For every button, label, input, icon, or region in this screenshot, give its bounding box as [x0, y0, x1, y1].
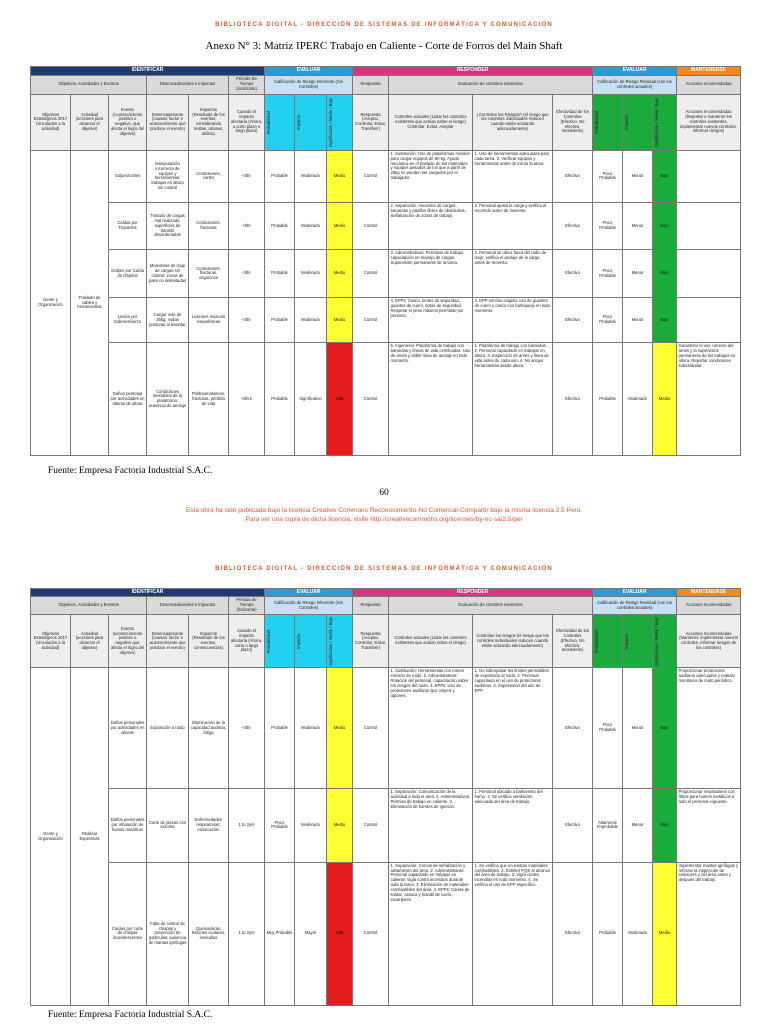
desencadenante-cell: Trasado de cargas mal realizado; superficies de tránsito desordenadas — [147, 202, 189, 250]
efectividad-cell: Efectivo — [553, 789, 593, 863]
efectividad-cell: Efectivo — [553, 343, 593, 456]
annex-title: Anexo N° 3: Matriz IPERC Trabajo en Caliente - Corte de Forros del Main Shaft — [205, 40, 563, 52]
impacto-residual-cell: Moderado — [623, 343, 653, 456]
impactos-cell: Quemaduras, lesiones oculares, incendios — [189, 862, 229, 1005]
controles-cell: 1. Separación: Cercos de señalización y aislamiento del área. 2. Administrativos: Personal capacitado en trabajos en caliente; vigía contra incendios durante toda la tarea. 3. Eliminación de materiales combustibles del área. 4. EPPs: Careta de soldar, casaca y mandil de cuero, escarpines. — [389, 862, 473, 1005]
acciones-cell — [677, 150, 741, 202]
colhead-significativo: Significativo / Medio / Bajo — [327, 97, 333, 147]
subheader-evaluacion: Evaluación de controles existentes — [389, 597, 593, 615]
page-number: 60 — [379, 488, 389, 498]
evento-cell: Golpes por Caída de Objetos — [109, 250, 147, 298]
table-row — [31, 298, 741, 343]
impactos-cell: Politraumatismos, fracturas, pérdida de vida — [189, 343, 229, 456]
acciones-cell: Implementar mantas ignífugas y reforzar la inspección de extintores y del área antes y después del trabajo. — [677, 862, 741, 1005]
colhead-probabilidad: Probabilidad — [265, 110, 271, 134]
nivel-riesgo-cell: Medio — [327, 202, 353, 250]
impactos-cell: Contusiones, fracturas, esguinces — [189, 250, 229, 298]
impacto-cell: Moderado — [295, 150, 327, 202]
colhead-objetivos: Objetivos Estratégicos 2017 (vinculados a la actividad) — [31, 615, 71, 668]
source-note: Fuente: Empresa Factoria Industrial S.A.C. — [48, 466, 213, 476]
impactos-cell: Disminución de la capacidad auditiva; fatiga — [189, 668, 229, 789]
impacto-cell: Moderado — [295, 250, 327, 298]
probabilidad-cell: Probable — [265, 250, 295, 298]
colhead-controlan: Controlan los riesgos (el riesgo que los controles individuales reducen cuando están actuando adecuadamente) — [473, 615, 553, 668]
impacto-residual-cell: Menor — [623, 250, 653, 298]
efectividad-cell: Efectivo — [553, 298, 593, 343]
colhead-impactos: Impactos (Resultado de los eventos, considerando multas, atrasos, daños) — [189, 94, 229, 150]
colhead-objetivos: Objetivos Estratégicos 2017 (vinculados a la actividad) — [31, 94, 71, 150]
desencadenante-cell: Corte de piezas con oxicorte — [147, 789, 189, 863]
desencadenante-cell: Maniobras de izaje de cargas sin control; zonas de paso no delimitadas — [147, 250, 189, 298]
subheader-periodo: Periodo de Tiempo (horizonte) — [229, 597, 265, 615]
colhead-evento: Evento (acontecimiento positivo o negativo que afecta el logro del objetivo) — [109, 615, 147, 668]
impacto-cell: Significativo — [295, 343, 327, 456]
colhead-respuesta: Respuesta (Aceptar, Controlar, Evitar, Transferir) — [353, 94, 389, 150]
colhead-controlan: ¿Controlan los Riesgos? (el riesgo que los controles individuales reducen cuando están actuando adecuadamente) — [473, 94, 553, 150]
objetivo-cell: Gente y Organización — [31, 668, 71, 1006]
nivel-riesgo-cell: Medio — [327, 150, 353, 202]
controlan-cell: 1. Uso de herramientas adecuadas para cada tarea. 2. Verificar equipos y herramientas antes de iniciar la tarea. — [473, 150, 553, 202]
actividad-cell: Traslado de cables y herramientas — [71, 150, 109, 455]
colhead-desencadenante: Desencadenante (causas: factor o acontecimiento que produce el evento) — [147, 615, 189, 668]
subheader-acciones: Acciones recomendadas — [677, 597, 741, 615]
impacto-residual-cell: Menor — [623, 668, 653, 789]
nivel-riesgo-cell: Medio — [327, 668, 353, 789]
controles-cell: 1. Separación: Comunicación de la actividad a toda el área. 2. Administrativos: Permiso de trabajo en caliente. 3. Eliminación de fuentes de ignición. — [389, 789, 473, 863]
controles-cell: 4. EPPs: Casco, lentes de seguridad, guantes de cuero, botas de seguridad. Respetar el peso máximo permitido por persona. — [389, 298, 473, 343]
controlan-cell: 2. Personal ajusta la carga y verifica el recorrido antes de moverse. — [473, 202, 553, 250]
nivel-riesgo-cell: Medio — [327, 789, 353, 863]
section-mantenerse: MANTENERSE — [677, 589, 741, 597]
section-evaluar: EVALUAR — [265, 589, 353, 597]
subheader-objetivos: Objetivos, Actividades y Eventos — [31, 597, 147, 615]
iperc-matrix-table-1 — [30, 66, 741, 456]
section-evaluar-residual: EVALUAR — [593, 589, 677, 597]
respuesta-cell: Control — [353, 298, 389, 343]
colhead-acciones: Acciones recomendadas (Mantener, implementar nuevos controles, informar riesgos de los controles) — [677, 615, 741, 668]
impacto-residual-cell: Menor — [623, 789, 653, 863]
section-evaluar-residual: EVALUAR — [593, 67, 677, 76]
probabilidad-cell: Probable — [265, 202, 295, 250]
subheader-respuesta: Respuesta — [353, 597, 389, 615]
impacto-residual-cell: Moderado — [623, 862, 653, 1005]
table-row — [31, 789, 741, 863]
probabilidad-cell: Probable — [265, 343, 295, 456]
probabilidad-residual-cell: Probable — [593, 862, 623, 1005]
colhead-probabilidad-residual: Probabilidad — [593, 110, 599, 134]
impactos-cell: Contusiones, fracturas — [189, 202, 229, 250]
controles-cell: 2. Separación: Ascensor de cargas, barandas y pasillos libres de obstáculos. Señalización de zonas de trabajo. — [389, 202, 473, 250]
colhead-significativo-residual: Significativo / Medio / Bajo — [653, 97, 659, 147]
controlan-cell: 3. Personal se ubica fuera del radio de izaje; verifica el anclaje de la carga antes de moverla. — [473, 250, 553, 298]
nivel-riesgo-residual-cell: Bajo — [653, 789, 677, 863]
acciones-cell: Proporcionar respiradores con filtros para humos metálicos a todo el personal expuesto. — [677, 789, 741, 863]
efectividad-cell: Efectivo — [553, 150, 593, 202]
respuesta-cell: Control — [353, 668, 389, 789]
controlan-cell: 4. EPP mínimo exigido; uso de guantes de cuero y casco con barbiquejo en todo momento. — [473, 298, 553, 343]
colhead-probabilidad: Probabilidad — [265, 629, 271, 653]
table-row — [31, 202, 741, 250]
colhead-impactos: Impactos (Resultado de los eventos, consecuencias) — [189, 615, 229, 668]
subheader-objetivos: Objetivos, Actividades y Eventos — [31, 75, 147, 94]
controlan-cell: 1. Se verifica que no existan materiales combustibles. 2. Extintor PQS al alcance del área de trabajo. 3. Vigía contra incendios en todo momento. 4. Se verifica el uso de EPP específico. — [473, 862, 553, 1005]
table-row — [31, 862, 741, 1005]
evento-cell: Caídas por corte de chispas incandescentes — [109, 862, 147, 1005]
impactos-cell: Contusiones, cortes — [189, 150, 229, 202]
evento-cell: Daños personales por inhalación de humos metálicos — [109, 789, 147, 863]
controlan-cell: 1. Plataforma de trabajo con barandas. 2. Personal capacitado en trabajos en altura. 3. Inspección de arnés y línea de vida antes de cada uso. 4. No arrojar herramientas desde altura. — [473, 343, 553, 456]
nivel-riesgo-residual-cell: Bajo — [653, 668, 677, 789]
desencadenante-cell: Manipulación incorrecta de equipos y herramientas; trabajos en altura sin control — [147, 150, 189, 202]
nivel-riesgo-residual-cell: Bajo — [653, 202, 677, 250]
probabilidad-residual-cell: Poco Probable — [593, 150, 623, 202]
cuando-cell: 1 to 2yrs — [229, 862, 265, 1005]
subheader-evaluacion: Evaluación de controles existentes — [389, 75, 593, 94]
probabilidad-residual-cell: Poco Probable — [593, 250, 623, 298]
colhead-significativo-residual: Significativo / Medio / Bajo — [653, 616, 659, 666]
subheader-desencadenantes: Desencadenantes e Impactos — [147, 597, 229, 615]
cuando-cell: <5hr — [229, 250, 265, 298]
controles-cell: 1. Sustitución: Herramientas con menor emisión de ruido. 2. Administrativos: Rotación del personal, capacitación sobre los riesgos del ruido. 3. EPPs: Uso de protectores auditivos tipo orejera y tapones. — [389, 668, 473, 789]
colhead-controles: Controles actuales (Listar los controles existentes que actúan sobre el riesgo) — [389, 615, 473, 668]
table-row — [31, 668, 741, 789]
cuando-cell: <5hrs — [229, 343, 265, 456]
impacto-cell: Mayor — [295, 862, 327, 1005]
controles-cell: 3. Administrativos: Permisos de trabajo, capacitación en manejo de cargas. Supervisión permanente de la tarea. — [389, 250, 473, 298]
table-row — [31, 150, 741, 202]
table-row — [31, 250, 741, 298]
acciones-cell — [677, 250, 741, 298]
cuando-cell: 1 to 2yrs — [229, 789, 265, 863]
evento-cell: Golpes/cortes — [109, 150, 147, 202]
colhead-significativo: Significativo / Medio / Bajo — [327, 616, 333, 666]
impacto-cell: Moderado — [295, 668, 327, 789]
section-evaluar: EVALUAR — [265, 67, 353, 76]
impacto-residual-cell: Menor — [623, 150, 653, 202]
colhead-actividad: Actividad (acciones para alcanzar el objetivo) — [71, 94, 109, 150]
nivel-riesgo-cell: Alto — [327, 343, 353, 456]
section-identificar: IDENTIFICAR — [31, 67, 265, 76]
efectividad-cell: Efectivo — [553, 250, 593, 298]
objetivo-cell: Gente y Organización — [31, 150, 71, 455]
colhead-impacto: Impacto — [295, 114, 301, 130]
colhead-actividad: Actividad (acciones para alcanzar el objetivo) — [71, 615, 109, 668]
nivel-riesgo-residual-cell: Medio — [653, 862, 677, 1005]
desencadenante-cell: Falta de control de chispas y proyección de partículas; ausencia de mantas ignífugas — [147, 862, 189, 1005]
cuando-cell: <5hr — [229, 298, 265, 343]
probabilidad-residual-cell: Poco Probable — [593, 298, 623, 343]
evento-cell: Daños personal por actividades en alturas de altura — [109, 343, 147, 456]
colhead-efectividad: Efectividad de los Controles (Efectivo, No efectivo, Inexistente) — [553, 615, 593, 668]
nivel-riesgo-residual-cell: Bajo — [653, 250, 677, 298]
desencadenante-cell: Cargar más de 25kg; malas posturas al levantar — [147, 298, 189, 343]
license-line-1: Esta obra ha sido publicada bajo la licencia Creative Commons Reconocimiento-No Comercial-Compartir bajo la misma licencia 2.5 Perú. — [185, 507, 583, 514]
efectividad-cell: Efectivo — [553, 862, 593, 1005]
respuesta-cell: Control — [353, 250, 389, 298]
colhead-respuesta: Respuesta (Aceptar, Controlar, Evitar, Transferir) — [353, 615, 389, 668]
evento-cell: Daños personales por actividades en alturas — [109, 668, 147, 789]
impactos-cell: Lesiones músculo esqueléticas — [189, 298, 229, 343]
impacto-residual-cell: Menor — [623, 298, 653, 343]
nivel-riesgo-cell: Medio — [327, 298, 353, 343]
probabilidad-cell: Probable — [265, 150, 295, 202]
subheader-riesgo-inherente: Calificación de Riesgo Inherente (Sin Controles) — [265, 597, 353, 615]
probabilidad-residual-cell: Poco Probable — [593, 202, 623, 250]
probabilidad-cell: Muy Probable — [265, 862, 295, 1005]
table-row — [31, 343, 741, 456]
controlan-cell: 1. Personal ubicado a barlovento del humo. 2. Se verifica ventilación adecuada del área de trabajo. — [473, 789, 553, 863]
controles-cell: 5. Ingeniería: Plataforma de trabajo con barandas y líneas de vida certificadas. Uso de arnés y doble línea de anclaje en todo momento. — [389, 343, 473, 456]
subheader-respuesta: Respuesta — [353, 75, 389, 94]
actividad-cell: Realizar Esperanza — [71, 668, 109, 1006]
section-identificar: IDENTIFICAR — [31, 589, 265, 597]
probabilidad-cell: Probable — [265, 298, 295, 343]
nivel-riesgo-residual-cell: Bajo — [653, 150, 677, 202]
evento-cell: Caídas por Tropiezos — [109, 202, 147, 250]
colhead-efectividad: Efectividad de los Controles (Efectivo, No efectivo, Inexistente) — [553, 94, 593, 150]
impacto-residual-cell: Menor — [623, 202, 653, 250]
acciones-cell — [677, 298, 741, 343]
impacto-cell: Moderado — [295, 202, 327, 250]
nivel-riesgo-cell: Alto — [327, 862, 353, 1005]
desencadenante-cell: Condiciones inestables de la plataforma; ausencia de anclaje — [147, 343, 189, 456]
cuando-cell: <5hr — [229, 202, 265, 250]
library-header: BIBLIOTECA DIGITAL - DIRECCIÓN DE SISTEMAS DE INFORMÁTICA Y COMUNICACIÓN — [215, 22, 553, 28]
cuando-cell: <5hr — [229, 668, 265, 789]
colhead-controles: Controles actuales (Listar los controles existentes que actúan sobre el riesgo) Controlar, Evitar, Aceptar — [389, 94, 473, 150]
subheader-desencadenantes: Desencadenantes e Impactos — [147, 75, 229, 94]
subheader-riesgo-residual: Calificación de Riesgo Residual (con los controles actuales) — [593, 75, 677, 94]
cuando-cell: <5hr — [229, 150, 265, 202]
section-mantenerse: MANTENERSE — [677, 67, 741, 76]
respuesta-cell: Control — [353, 343, 389, 456]
license-notice — [0, 507, 768, 525]
colhead-impacto-residual: Impacto — [623, 114, 629, 130]
colhead-probabilidad-residual: Probabilidad — [593, 629, 599, 653]
impactos-cell: Enfermedades respiratorias; intoxicación — [189, 789, 229, 863]
probabilidad-cell: Poco Probable — [265, 789, 295, 863]
respuesta-cell: Control — [353, 862, 389, 1005]
nivel-riesgo-cell: Medio — [327, 250, 353, 298]
iperc-matrix-table-2 — [30, 588, 741, 1006]
acciones-cell: Proporcionar protectores auditivos adecuados y realizar monitoreo de ruido periódico. — [677, 668, 741, 789]
efectividad-cell: Efectivo — [553, 668, 593, 789]
colhead-acciones: Acciones recomendadas (Reportar o mantener los controles existentes, implementar nuevos controles, informar riesgos) — [677, 94, 741, 150]
subheader-acciones: Acciones recomendadas — [677, 75, 741, 94]
efectividad-cell: Efectivo — [553, 202, 593, 250]
colhead-desencadenante: Desencadenante (causas: factor o acontecimiento que produce el evento) — [147, 94, 189, 150]
colhead-impacto-residual: Impacto — [623, 633, 629, 649]
respuesta-cell: Control — [353, 789, 389, 863]
subheader-riesgo-inherente: Calificación de Riesgo Inherente (Sin Controles) — [265, 75, 353, 94]
acciones-cell — [677, 202, 741, 250]
acciones-cell: Garantizar el uso correcto del arnés y la supervisión permanente de los trabajos en altura. Reportar condiciones subestándar. — [677, 343, 741, 456]
library-header-2: BIBLIOTECA DIGITAL - DIRECCIÓN DE SISTEMAS DE INFORMÁTICA Y COMUNICACIÓN — [215, 566, 553, 572]
colhead-impacto: Impacto — [295, 633, 301, 649]
respuesta-cell: Control — [353, 150, 389, 202]
section-responder: RESPONDER — [353, 67, 593, 76]
colhead-cuando: Cuando el impacto afectaría (Ahora, a corto plazo o largo plazo) — [229, 94, 265, 150]
nivel-riesgo-residual-cell: Medio — [653, 343, 677, 456]
impacto-cell: Moderado — [295, 298, 327, 343]
probabilidad-residual-cell: Probable — [593, 343, 623, 456]
probabilidad-cell: Probable — [265, 668, 295, 789]
subheader-periodo: Periodo De Tiempo (Horizonte) — [229, 75, 265, 94]
source-note-2: Fuente: Empresa Factoria Industrial S.A.C. — [48, 1010, 213, 1020]
controles-cell: 1. Sustitución: Uso de plataformas móviles para cargar equipos de 50 kg. Ayuda mecánica en el traslado de los materiales y equipos pesados de los que a partir de 25kg no pueden ser cargados por el trabajador. — [389, 150, 473, 202]
impacto-cell: Moderado — [295, 789, 327, 863]
nivel-riesgo-residual-cell: Bajo — [653, 298, 677, 343]
controlan-cell: 1. No sobrepasar los límites permisibles de exposición al ruido. 2. Personal capacitado en el uso de protectores auditivos. 3. Supervisión del uso de EPP. — [473, 668, 553, 789]
section-responder: RESPONDER — [353, 589, 593, 597]
desencadenante-cell: Exposición a ruido — [147, 668, 189, 789]
respuesta-cell: Control — [353, 202, 389, 250]
subheader-riesgo-residual: Calificación de Riesgo Residual (con los controles actuales) — [593, 597, 677, 615]
evento-cell: Lesión por Sobreesfuerzo — [109, 298, 147, 343]
probabilidad-residual-cell: Altamente Improbable — [593, 789, 623, 863]
colhead-evento: Evento (Acontecimiento positivo o negativo, que afecta el logro del objetivo) — [109, 94, 147, 150]
colhead-cuando: Cuando el impacto afectaría (Ahora, corto o largo plazo) — [229, 615, 265, 668]
license-link[interactable]: Para ver una copia de dicha licencia, visite http://creativecommons.org/licenses/by-nc-sa/2.5/pe/ — [245, 515, 523, 523]
probabilidad-residual-cell: Poco Probable — [593, 668, 623, 789]
